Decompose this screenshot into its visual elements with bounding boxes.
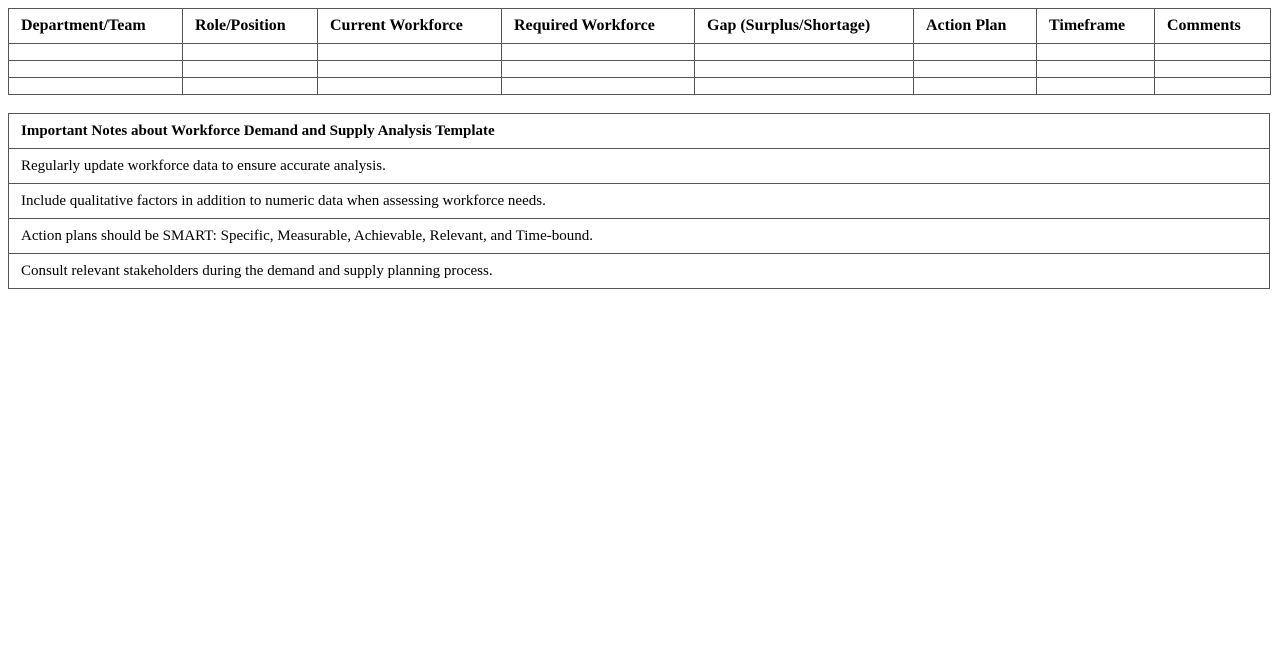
table-cell[interactable] (318, 61, 502, 78)
column-header-action-plan: Action Plan (914, 9, 1037, 44)
column-header-current-workforce: Current Workforce (318, 9, 502, 44)
note-row (9, 184, 1270, 219)
table-row (9, 78, 1271, 95)
table-cell[interactable] (1155, 44, 1271, 61)
notes-title: Important Notes about Workforce Demand and Supply Analysis Template (9, 114, 1270, 149)
table-cell[interactable] (1155, 61, 1271, 78)
table-cell[interactable] (695, 78, 914, 95)
table-cell[interactable] (695, 61, 914, 78)
note-item: Consult relevant stakeholders during the demand and supply planning process. (9, 254, 1270, 289)
table-header-row (9, 9, 1271, 44)
workforce-analysis-table (8, 8, 1271, 95)
column-header-role-position: Role/Position (183, 9, 318, 44)
table-cell[interactable] (183, 78, 318, 95)
table-cell[interactable] (9, 44, 183, 61)
table-cell[interactable] (318, 78, 502, 95)
table-cell[interactable] (914, 61, 1037, 78)
table-cell[interactable] (183, 44, 318, 61)
column-header-required-workforce: Required Workforce (502, 9, 695, 44)
table-cell[interactable] (502, 44, 695, 61)
notes-header-row (9, 114, 1270, 149)
table-cell[interactable] (1037, 44, 1155, 61)
table-row (9, 61, 1271, 78)
table-cell[interactable] (914, 44, 1037, 61)
table-cell[interactable] (9, 61, 183, 78)
note-item: Include qualitative factors in addition to numeric data when assessing workforce needs. (9, 184, 1270, 219)
table-cell[interactable] (914, 78, 1037, 95)
column-header-department-team: Department/Team (9, 9, 183, 44)
table-cell[interactable] (1155, 78, 1271, 95)
table-cell[interactable] (9, 78, 183, 95)
column-header-comments: Comments (1155, 9, 1271, 44)
table-cell[interactable] (502, 61, 695, 78)
table-cell[interactable] (318, 44, 502, 61)
table-cell[interactable] (1037, 61, 1155, 78)
note-row (9, 254, 1270, 289)
note-item: Action plans should be SMART: Specific, Measurable, Achievable, Relevant, and Time-bound. (9, 219, 1270, 254)
table-cell[interactable] (695, 44, 914, 61)
important-notes-table (8, 113, 1270, 289)
note-item: Regularly update workforce data to ensure accurate analysis. (9, 149, 1270, 184)
column-header-gap: Gap (Surplus/Shortage) (695, 9, 914, 44)
note-row (9, 149, 1270, 184)
table-cell[interactable] (1037, 78, 1155, 95)
table-cell[interactable] (502, 78, 695, 95)
table-cell[interactable] (183, 61, 318, 78)
column-header-timeframe: Timeframe (1037, 9, 1155, 44)
note-row (9, 219, 1270, 254)
table-row (9, 44, 1271, 61)
